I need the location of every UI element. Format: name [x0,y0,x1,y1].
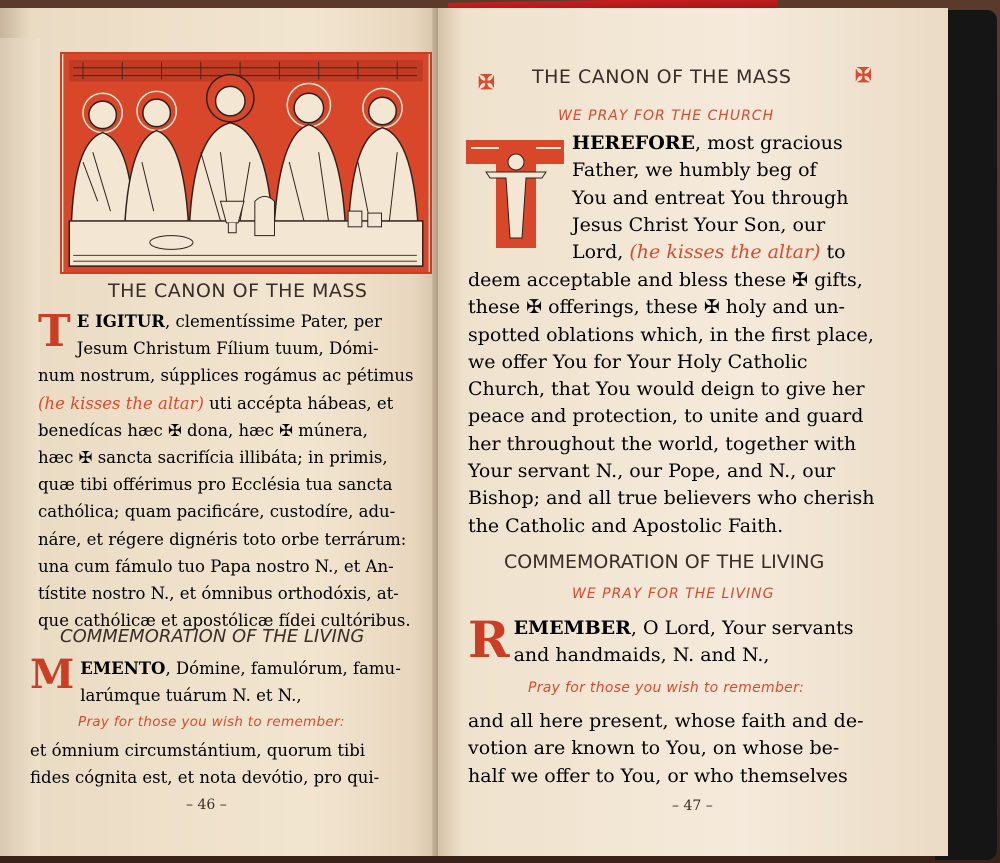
remember-caps: EMEMBER [513,617,631,639]
text-line: fides cógnita est, et nota devótio, pro qui- [30,768,380,787]
right-section-subtitle: WE PRAY FOR THE LIVING [572,586,775,602]
left-closing [30,737,428,791]
page-edge [0,38,40,856]
text-line: half we offer to You, or who themselves [468,764,848,787]
right-page-title: THE CANON OF THE MASS [532,66,792,88]
text-line: peace and protection, to unite and guard [468,405,864,428]
kiss-rubric: (he kisses the altar) [38,393,204,413]
text-line: , most gracious [695,132,843,154]
text-line: una cum fámulo tuo Papa nostro N., et An- [38,556,394,576]
drop-cap-m: M [30,651,75,698]
right-section-heading: COMMEMORATION OF THE LIVING [504,551,825,573]
text-line: uti accépta hábeas, et [203,393,394,413]
text-line: these ✠ offerings, these ✠ holy and un- [468,296,845,319]
right-closing [468,708,908,790]
remember-paragraph [468,610,908,670]
text-line: , Dómine, famulórum, famu- [165,659,401,678]
last-supper-illustration [60,52,432,274]
text-line: the Catholic and Apostolic Faith. [468,514,784,537]
text-line: et ómnium circumstántium, quorum tibi [30,741,366,760]
cross-icon: ✠ [478,70,495,94]
text-line: que cathólicæ et apostólicæ fídei cultóribus. [38,611,411,631]
text-line: cathólica; quam pacificáre, custodíre, adu- [38,502,396,522]
text-line: Bishop; and all true believers who cherish [468,487,875,510]
illuminated-t-initial [466,140,566,250]
text-line: her throughout the world, together with [468,432,857,455]
right-body [468,267,908,540]
right-dropcap-lines [572,130,897,266]
memento-paragraph [30,651,428,709]
text-line: larúmque tuárum N. et N., [80,686,302,705]
text-line: to [820,241,846,264]
text-line: Your servant N., our Pope, and N., our [468,460,836,483]
cross-icon: ✠ [855,63,872,87]
text-line: You and entreat You through [572,186,849,209]
text-line: Jesus Christ Your Son, our [572,213,826,236]
text-line: , O Lord, Your servants [630,617,854,639]
text-line: tístite nostro N., et ómnibus orthodóxis, at- [38,584,399,604]
text-line: Father, we humbly beg of [572,159,817,182]
text-line: Jesum Christum Fílium tuum, Dómi- [76,339,379,359]
text-line: and all here present, whose faith and de- [468,710,864,732]
text-line: and handmaids, N. and N., [513,644,770,667]
drop-cap-t: T [38,306,71,357]
text-line: hæc ✠ sancta sacrifícia illibáta; in primis, [38,448,388,468]
left-section-heading: COMMEMORATION OF THE LIVING [60,626,365,647]
intro-caps: HEREFORE [572,132,696,154]
left-page-title: THE CANON OF THE MASS [108,280,368,302]
text-line: náre, et régere dignéris toto orbe terrárum: [38,529,407,549]
left-page-paragraph [38,308,426,634]
right-rubric: Pray for those you wish to remember: [528,680,805,696]
drop-cap-r: R [468,610,510,669]
left-page-number: – 46 – [186,797,227,813]
right-page-number: – 47 – [672,798,713,814]
text-line: benedícas hæc ✠ dona, hæc ✠ múnera, [38,420,368,440]
text-line: num nostrum, súpplices rogámus ac pétimus [38,366,414,386]
text-line: votion are known to You, on whose be- [468,737,840,760]
kiss-rubric: (he kisses the altar) [629,241,821,264]
left-rubric: Pray for those you wish to remember: [78,714,345,730]
memento-caps: EMENTO [80,659,166,678]
text-line: we offer You for Your Holy Catholic [468,350,808,373]
text-line: Lord, [572,241,624,264]
text-line: Church, that You would deign to give her [468,378,865,401]
text-line: quæ tibi offérimus pro Ecclésia tua sancta [38,475,393,495]
right-subtitle: WE PRAY FOR THE CHURCH [558,108,775,124]
text-line: spotted oblations which, in the first place, [468,323,874,346]
text-line: , clementíssime Pater, per [164,312,382,331]
intro-caps: E IGITUR [76,312,165,331]
text-line: deem acceptable and bless these ✠ gifts, [468,269,863,291]
